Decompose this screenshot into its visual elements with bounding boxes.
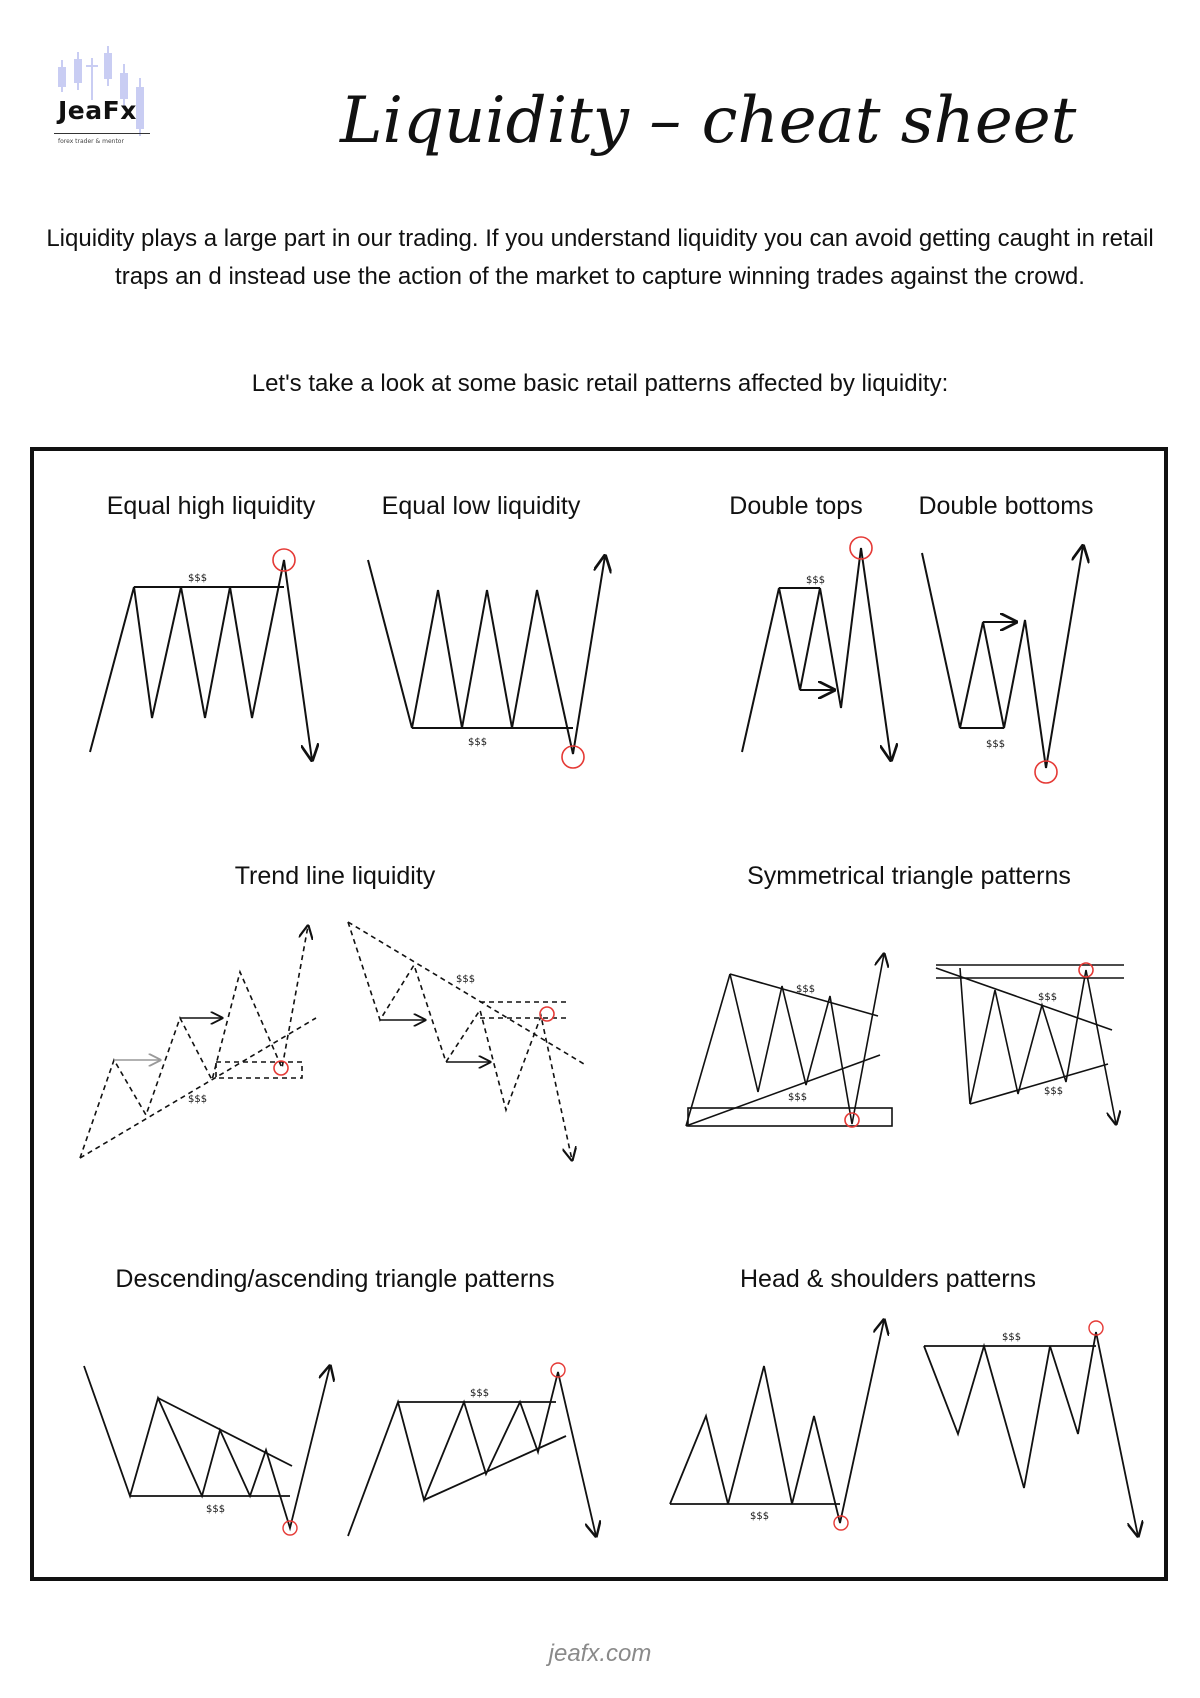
pattern-title-desc-asc-triangle: Descending/ascending triangle patterns [115,1265,555,1293]
intro-paragraph: Liquidity plays a large part in our trading. If you understand liquidity you can avoid getting caught in retail traps an d instead use the action of the market to capture winning trades against the crowd. [46,225,1154,290]
liquidity-label: $$$ [750,1511,770,1522]
liquidity-label: $$$ [456,974,476,985]
patterns-diagrams [30,447,1168,1581]
diagram-head-shoulders [670,1320,1138,1536]
liquidity-label: $$$ [470,1388,490,1399]
liquidity-label: $$$ [468,737,488,748]
trend-line-arrows [180,970,490,1062]
liquidity-label: $$$ [1002,1332,1022,1343]
diagram-trend-line [80,922,584,1160]
diagram-double-tops [742,537,891,760]
liquidity-label: $$$ [796,984,816,995]
pattern-title-equal-high: Equal high liquidity [106,492,316,520]
liquidity-label: $$$ [986,739,1006,750]
liquidity-label: $$$ [788,1092,808,1103]
liquidity-label: $$$ [806,575,826,586]
liquidity-label: $$$ [188,573,208,584]
liquidity-label: $$$ [1044,1086,1064,1097]
pattern-title-symmetrical-triangle: Symmetrical triangle patterns [747,862,1071,890]
logo [48,40,158,150]
pattern-title-head-shoulders: Head & shoulders patterns [739,1265,1037,1293]
logo-tagline: forex trader & mentor [58,138,124,145]
pattern-title-double-bottoms: Double bottoms [918,492,1094,520]
pattern-title-double-tops: Double tops [729,492,863,520]
pattern-title-equal-low: Equal low liquidity [381,492,581,520]
liquidity-labels [188,573,1063,1522]
diagram-desc-asc-triangle [84,1363,596,1536]
liquidity-label: $$$ [1038,992,1058,1003]
liquidity-label: $$$ [206,1504,226,1515]
footer-website: jeafx.com [548,1640,652,1667]
logo-divider [54,133,150,134]
page-title [330,58,1077,178]
page-title-text: Liquidity – cheat sheet [340,84,1077,158]
liquidity-label: $$$ [188,1094,208,1105]
diagram-symmetrical-triangle [686,954,1124,1127]
pattern-title-trend-line: Trend line liquidity [234,862,436,890]
logo-name: JeaFx [58,96,137,125]
intro-subheading: Let's take a look at some basic retail patterns affected by liquidity: [251,370,949,397]
